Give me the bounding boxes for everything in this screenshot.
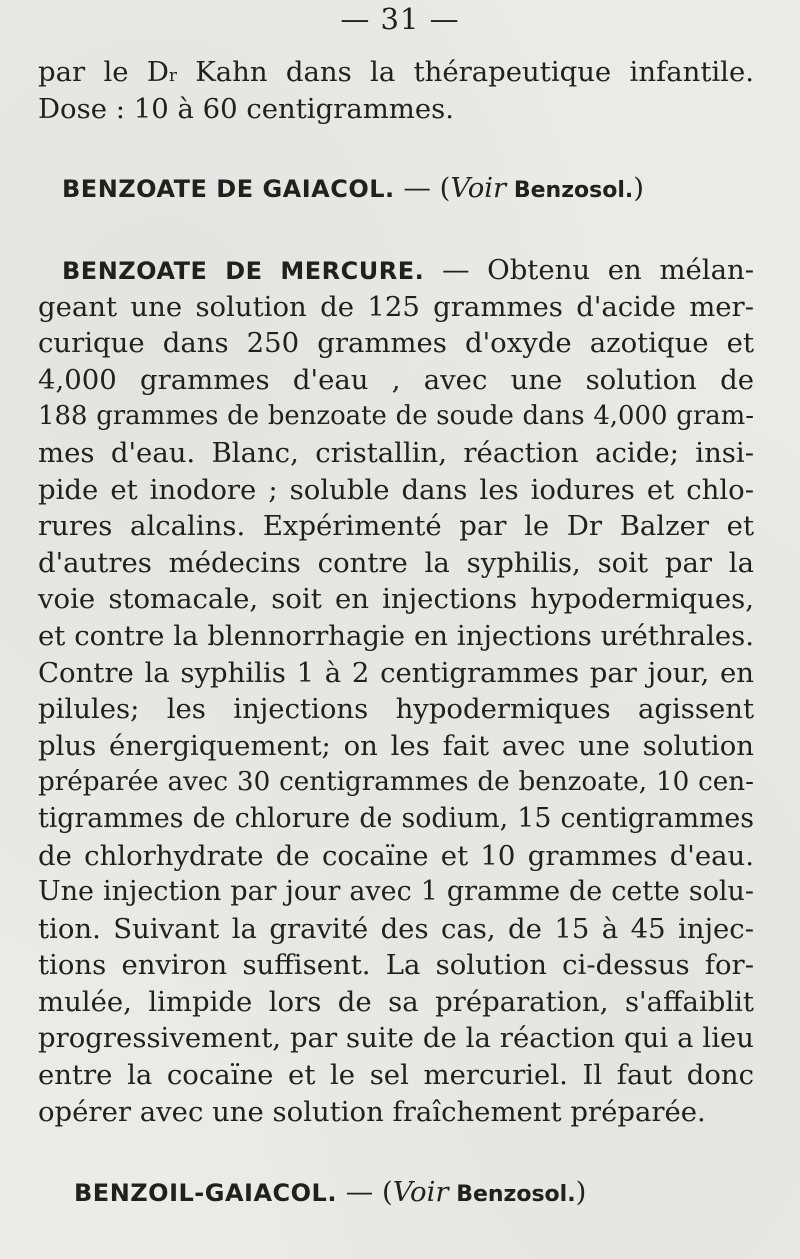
body-line: plus énergiquement; on les fait avec une solution bbox=[38, 729, 754, 762]
body-line: tions environ suffisent. La solution ci-dessus for- bbox=[38, 949, 754, 982]
intro-line-1: par le $D^r$ Kahn dans la thérapeutique infantile. bbox=[38, 56, 754, 88]
body-line: opérer avec une solution fraîchement préparée. bbox=[38, 1095, 706, 1128]
body-line: progressivement, par suite de la réaction qui a lieu bbox=[38, 1022, 754, 1055]
body-line: pilules; les injections hypodermiques agissent bbox=[38, 693, 754, 726]
body-line: rures alcalins. Expérimenté par le Dr Balzer et bbox=[38, 510, 754, 543]
body-line: 188 grammes de benzoate de soude dans 4,000 gram- bbox=[38, 401, 754, 432]
body-line: curique dans 250 grammes d'oxyde azotique et bbox=[38, 327, 754, 360]
page-number: — 31 — bbox=[340, 2, 460, 36]
cross-reference: Benzosol. bbox=[448, 1182, 576, 1207]
entry-benzoate-gaiacol: BENZOATE DE GAIACOL. — (Voir Benzosol.) bbox=[62, 172, 644, 204]
entry-first-line: BENZOATE DE MERCURE. — Obtenu en mélan- bbox=[62, 254, 754, 286]
body-line: geant une solution de 125 grammes d'acide mer- bbox=[38, 290, 754, 323]
body-line: voie stomacale, soit en injections hypodermiques, bbox=[38, 583, 754, 616]
body-line: de chlorhydrate de cocaïne et 10 grammes d'eau. bbox=[38, 839, 754, 872]
body-line: entre la cocaïne et le sel mercuriel. Il faut donc bbox=[38, 1059, 754, 1092]
body-line: Une injection par jour avec 1 gramme de cette solu- bbox=[38, 876, 754, 908]
cross-reference: Benzosol. bbox=[506, 178, 634, 203]
body-line: et contre la blennorrhagie en injections uréthrales. bbox=[38, 619, 754, 652]
body-line: Contre la syphilis 1 à 2 centigrammes par jour, en bbox=[38, 656, 754, 689]
intro-line-2: Dose : 10 à 60 centigrammes. bbox=[38, 92, 455, 125]
entry-benzoil-gaiacol: BENZOIL-GAIACOL. — (Voir Benzosol.) bbox=[74, 1176, 587, 1208]
see-also-label: Voir bbox=[392, 1176, 449, 1208]
see-also-label: Voir bbox=[450, 172, 507, 204]
body-line: d'autres médecins contre la syphilis, soit par la bbox=[38, 546, 754, 579]
entry-title: BENZOATE DE GAIACOL. bbox=[62, 175, 395, 203]
body-line: préparée avec 30 centigrammes de benzoate, 10 cen- bbox=[38, 767, 754, 798]
entry-title: BENZOATE DE MERCURE. bbox=[62, 257, 425, 285]
body-line: tigrammes de chlorure de sodium, 15 centigrammes bbox=[38, 802, 754, 834]
entry-title: BENZOIL-GAIACOL. bbox=[74, 1179, 337, 1207]
body-line: 4,000 grammes d'eau , avec une solution de bbox=[38, 363, 754, 396]
body-line: mulée, limpide lors de sa préparation, s'affaiblit bbox=[38, 985, 754, 1018]
body-line: pide et inodore ; soluble dans les iodures et chlo- bbox=[38, 473, 754, 506]
entry-benzoate-mercure bbox=[38, 252, 754, 1130]
intro-paragraph bbox=[38, 54, 754, 127]
body-line: mes d'eau. Blanc, cristallin, réaction acide; insi- bbox=[38, 436, 754, 469]
body-line: tion. Suivant la gravité des cas, de 15 à 45 injec- bbox=[38, 912, 754, 945]
